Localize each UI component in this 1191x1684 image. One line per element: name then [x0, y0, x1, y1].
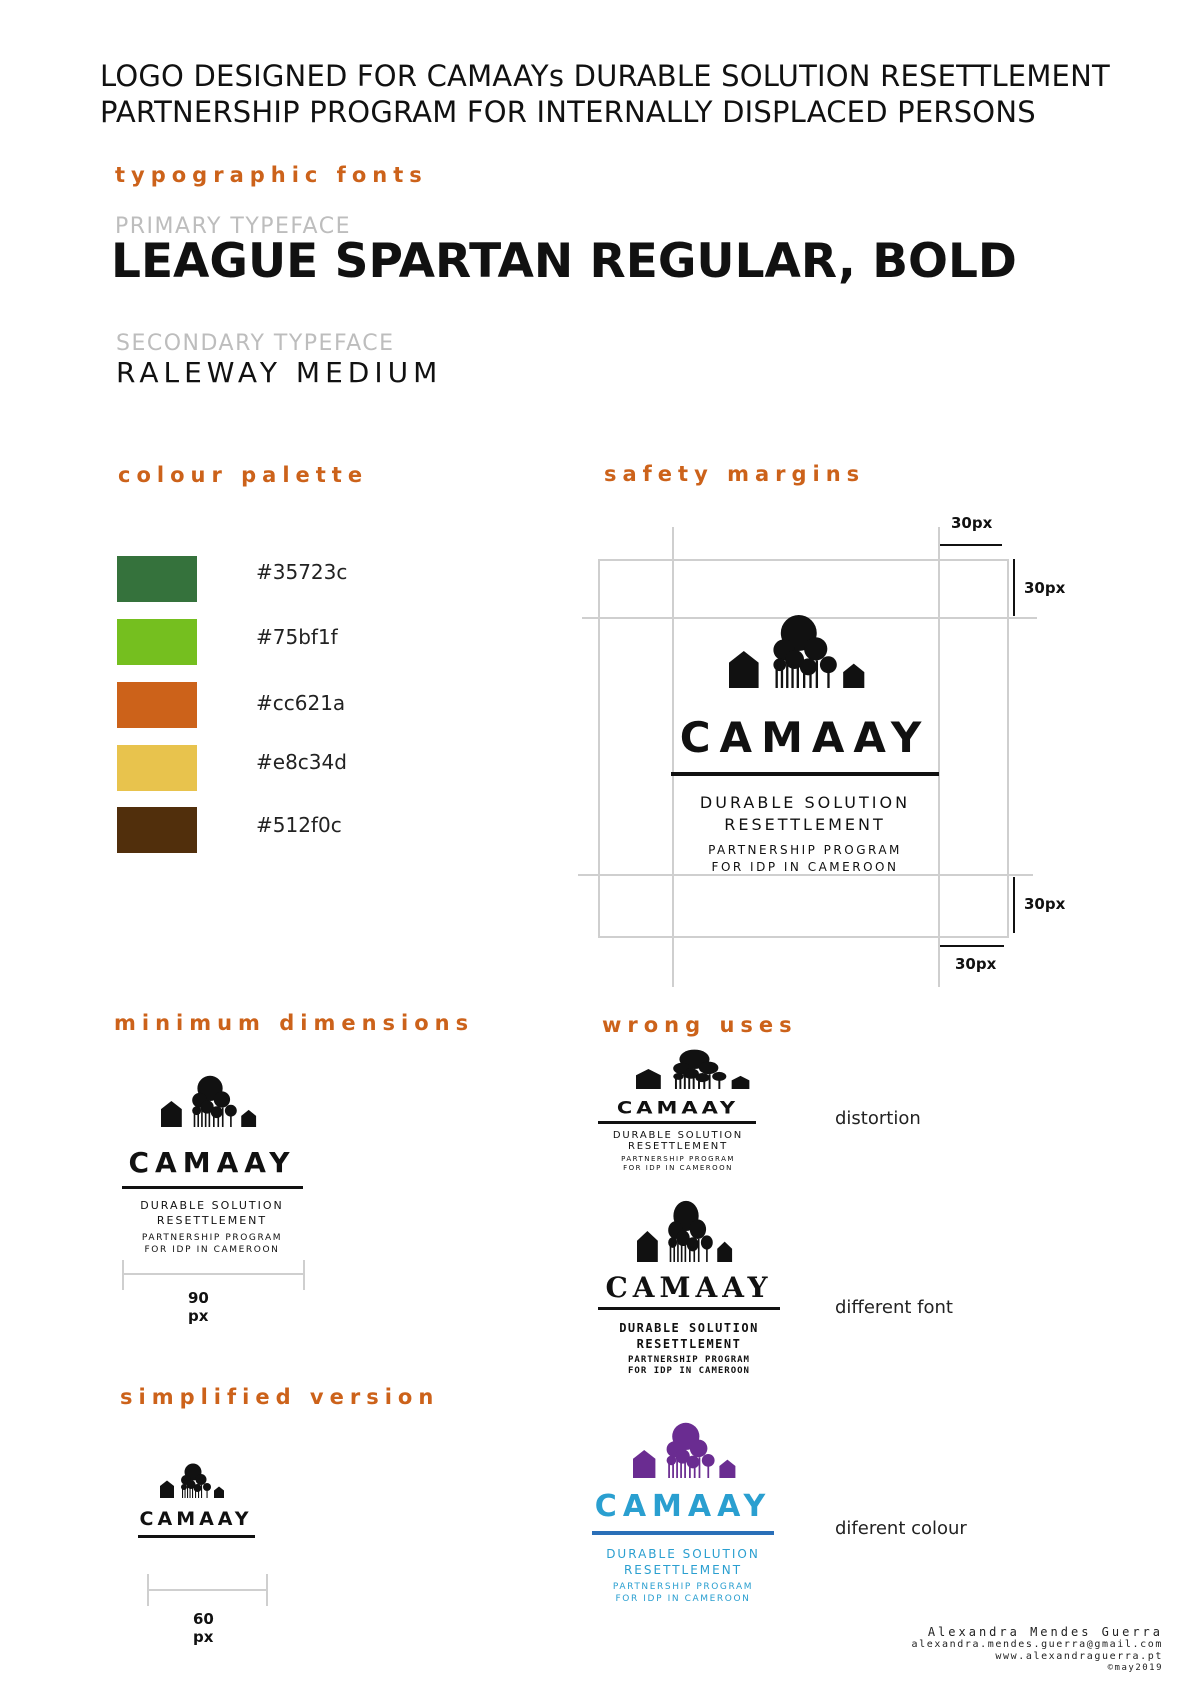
logo-line3: PARTNERSHIP PROGRAM	[141, 1233, 283, 1243]
dimension-line	[147, 1589, 268, 1591]
page-title-line2: PARTNERSHIP PROGRAM FOR INTERNALLY DISPLACED PERSONS	[100, 95, 1036, 129]
color-hex-label: #cc621a	[256, 691, 346, 715]
minimum-size-label: 90 px	[188, 1289, 209, 1325]
color-swatch	[117, 619, 197, 665]
logo-line2: RESETTLEMENT	[623, 1563, 743, 1577]
dimension-tick-left	[147, 1574, 149, 1606]
margin-label-bottom: 30px	[955, 955, 997, 973]
logo-line2: RESETTLEMENT	[628, 1141, 728, 1152]
logo-wordmark: CAMAAY	[594, 1489, 772, 1524]
margin-label-right-bottom: 30px	[1024, 895, 1066, 913]
margin-marker-bottom	[940, 945, 1004, 947]
dimension-line	[122, 1273, 305, 1275]
logo-line3: PARTNERSHIP PROGRAM	[612, 1582, 754, 1592]
logo-line4: FOR IDP IN CAMEROON	[615, 1594, 751, 1604]
logo-line3: PARTNERSHIP PROGRAM	[628, 1355, 750, 1365]
logo-line1: DURABLE SOLUTION	[612, 1130, 744, 1141]
logo-icon	[637, 1200, 741, 1262]
margin-label-top: 30px	[951, 514, 993, 532]
margin-label-right-top: 30px	[1024, 579, 1066, 597]
logo-line1: DURABLE SOLUTION	[619, 1321, 759, 1335]
logo-icon	[729, 614, 877, 688]
wrong-heading: wrong uses	[602, 1013, 798, 1037]
logo-wordmark: CAMAAY	[679, 713, 931, 762]
dimension-tick-left	[122, 1260, 124, 1290]
logo-wordmark: CAMAAY	[139, 1508, 253, 1530]
color-swatch	[117, 745, 197, 791]
margin-marker-top	[940, 544, 1002, 546]
palette-heading: colour palette	[118, 463, 369, 487]
minimum-heading: minimum dimensions	[114, 1011, 475, 1035]
simplified-size-label: 60 px	[193, 1610, 214, 1646]
footer-email[interactable]: alexandra.mendes.guerra@gmail.com	[911, 1639, 1163, 1650]
logo-line3: PARTNERSHIP PROGRAM	[621, 1155, 735, 1163]
wrong-use-label: diferent colour	[835, 1518, 967, 1539]
primary-typeface-label: PRIMARY TYPEFACE	[115, 214, 351, 239]
logo-bar	[598, 1121, 756, 1124]
logo-line2: RESETTLEMENT	[724, 815, 886, 834]
logo-bar	[138, 1535, 255, 1538]
footer-website[interactable]: www.alexandraguerra.pt	[995, 1651, 1163, 1662]
color-swatch	[117, 556, 197, 602]
logo-line2: RESETTLEMENT	[156, 1214, 268, 1227]
safety-heading: safety margins	[604, 462, 866, 486]
logo-line4: FOR IDP IN CAMEROON	[623, 1164, 733, 1172]
page-title	[100, 58, 1110, 130]
footer-date: ©may2019	[1107, 1663, 1163, 1673]
logo-wordmark: CAMAAY	[605, 1271, 773, 1304]
logo-bar	[592, 1531, 774, 1535]
logo-icon	[160, 1463, 230, 1498]
secondary-typeface-label: SECONDARY TYPEFACE	[116, 331, 395, 356]
dimension-tick-right	[303, 1260, 305, 1290]
logo-line2: RESETTLEMENT	[636, 1337, 742, 1351]
wrong-use-label: different font	[835, 1297, 953, 1318]
logo-line3: PARTNERSHIP PROGRAM	[708, 843, 902, 857]
guide-line-vertical-right	[938, 527, 940, 987]
dimension-tick-right	[266, 1574, 268, 1606]
logo-icon	[633, 1422, 745, 1478]
color-hex-label: #75bf1f	[256, 625, 338, 649]
color-swatch	[117, 682, 197, 728]
margin-marker-right-top	[1013, 559, 1015, 616]
page-title-line1: LOGO DESIGNED FOR CAMAAYs DURABLE SOLUTION RESETTLEMENT	[100, 59, 1110, 93]
logo-icon	[161, 1075, 265, 1127]
typography-heading: typographic fonts	[115, 163, 428, 187]
footer-name: Alexandra Mendes Guerra	[927, 1625, 1163, 1639]
logo-line4: FOR IDP IN CAMEROON	[144, 1245, 280, 1255]
primary-typeface-name: LEAGUE SPARTAN REGULAR, BOLD	[111, 234, 1017, 289]
logo-line1: DURABLE SOLUTION	[140, 1199, 284, 1212]
logo-bar	[671, 772, 939, 776]
simplified-heading: simplified version	[120, 1385, 440, 1409]
logo-icon	[636, 1049, 760, 1089]
color-hex-label: #35723c	[256, 560, 348, 584]
logo-line4: FOR IDP IN CAMEROON	[711, 860, 899, 874]
logo-line1: DURABLE SOLUTION	[699, 793, 911, 812]
color-hex-label: #e8c34d	[256, 750, 347, 774]
logo-bar	[598, 1307, 780, 1310]
logo-bar	[122, 1186, 303, 1189]
logo-wordmark: CAMAAY	[128, 1146, 296, 1179]
color-swatch	[117, 807, 197, 853]
logo-line4: FOR IDP IN CAMEROON	[628, 1366, 750, 1376]
margin-marker-right-bottom	[1013, 877, 1015, 933]
wrong-use-label: distortion	[835, 1108, 921, 1129]
color-hex-label: #512f0c	[256, 813, 342, 837]
secondary-typeface-name: RALEWAY MEDIUM	[116, 356, 443, 389]
logo-line1: DURABLE SOLUTION	[606, 1547, 760, 1561]
logo-wordmark: CAMAAY	[616, 1098, 740, 1118]
guide-line-horizontal-bottom	[578, 874, 1033, 876]
